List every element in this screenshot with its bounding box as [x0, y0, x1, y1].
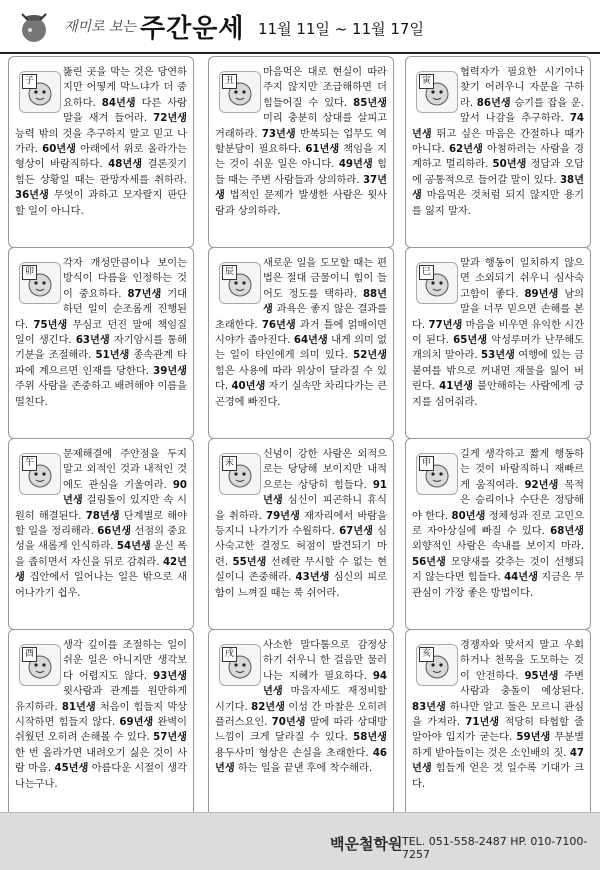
birth-year: 77년생	[428, 319, 463, 331]
fortune-text	[412, 256, 584, 410]
fortune-sentence: 능력 밖의 것을 추구하지 말고 믿고 나가라.	[15, 128, 187, 156]
zodiac-badge: 巳	[419, 265, 434, 280]
birth-year: 46년생	[215, 747, 387, 775]
birth-year: 62년생	[448, 144, 483, 156]
fortune-sentence: 남의 말을 너무 믿으면 손해를 본다.	[412, 288, 584, 331]
fortune-sentence: 무심코 던진 말에 책임질 일이 생긴다.	[15, 319, 187, 347]
fortune-sentence: 운신 폭을 좁히면서 자신을 뒤로 감춰라.	[15, 541, 187, 568]
birth-year: 59년생	[516, 732, 551, 744]
birth-year: 47년생	[412, 747, 584, 775]
birth-year: 37년생	[215, 174, 387, 202]
birth-year: 87년생	[127, 288, 162, 300]
fortune-sentence: 목적은 승리이나 수단은 정당해야 한다.	[412, 479, 584, 522]
zodiac-badge: 午	[22, 456, 37, 471]
fortune-sentence: 정답과 오답에 공통적으로 들어갈 말이 있다.	[412, 159, 584, 186]
fortune-sentence: 힘은 사용에 따라 위상이 달라질 수 있다.	[215, 365, 387, 393]
fortune-sentence: 뚫린 곳을 막는 것은 당연하지만 어떻게 막느냐가 더 중요하다.	[63, 67, 187, 109]
birth-year: 70년생	[271, 717, 306, 729]
fortune-text	[15, 256, 187, 410]
fortune-text	[15, 447, 187, 601]
birth-year: 55년생	[232, 556, 267, 568]
fortune-sentence: 자기 실속만 차리다가는 큰 곤경에 빠진다.	[215, 381, 387, 408]
page-title: 주간운세	[140, 14, 245, 44]
fortune-cell	[8, 438, 194, 630]
institute-name: 백운철학원	[330, 835, 403, 853]
birth-year: 58년생	[353, 732, 387, 744]
birth-year: 64년생	[293, 335, 328, 347]
fortune-sentence: 불안해하는 사람에게 긍지를 심어줘라.	[412, 381, 584, 408]
birth-year: 78년생	[85, 510, 120, 522]
fortune-text	[215, 256, 387, 410]
page-header	[0, 0, 600, 54]
fortune-sentence: 하나만 알고 둘은 모르니 관심을 가져라.	[412, 701, 584, 729]
fortune-sentence: 완벽이 쉬웠던 오히려 손해볼 수 있다.	[15, 717, 187, 744]
fortune-sentence: 심신의 피로함이 느껴질 때는 푹 쉬어라.	[215, 572, 387, 599]
fortune-sentence: 다른 사람 말을 새겨 들어라.	[63, 97, 187, 125]
fortune-text	[15, 638, 187, 792]
birth-year: 44년생	[504, 572, 538, 584]
birth-year: 54년생	[116, 541, 151, 553]
birth-year: 51년생	[95, 350, 130, 362]
birth-year: 90년생	[63, 479, 187, 507]
zodiac-badge: 亥	[419, 647, 434, 662]
zodiac-badge: 子	[22, 74, 37, 89]
fortune-sentence: 한 번 올라가면 내려오기 싫은 것이 사람 마음.	[15, 747, 187, 775]
zodiac-badge: 寅	[419, 74, 434, 89]
fortune-cell	[208, 629, 394, 821]
fortune-sentence: 외향적인 사람은 속내를 보이지 마라.	[412, 541, 584, 553]
birth-year: 92년생	[524, 479, 559, 491]
birth-year: 69년생	[119, 717, 154, 729]
fortune-sentence: 선점의 중요성을 새롭게 인식하라.	[15, 526, 188, 553]
fortune-sentence: 결론짓기 힘든 상황일 때는 관망자세를 취하라.	[15, 159, 187, 186]
fortune-cell	[405, 438, 591, 630]
fortune-pouch-icon	[14, 6, 54, 46]
fortune-sentence: 힘들 때는 주변 사람들과 상의하라.	[215, 159, 387, 186]
fortune-sentence: 경쟁자와 맞서지 말고 우회하거나 천목을 도모하는 것이 안전하다.	[460, 640, 584, 682]
fortune-sentence: 힘들게 얻은 것 일수록 기대가 크다.	[412, 763, 584, 790]
fortune-sentence: 반복되는 업무도 역할분담이 필요하다.	[215, 128, 387, 156]
birth-year: 95년생	[524, 670, 559, 682]
fortune-sentence: 집안에서 일어나는 일은 밖으로 새어나가기 쉽우.	[15, 572, 187, 599]
birth-year: 65년생	[453, 335, 488, 347]
birth-year: 84년생	[101, 97, 136, 109]
birth-year: 38년생	[412, 174, 584, 202]
birth-year: 36년생	[15, 190, 49, 202]
header-subtitle: 재미로 보는	[64, 19, 137, 35]
page-footer	[0, 812, 600, 870]
fortune-sentence: 각자 개성만큼이나 보이는 방식이 다름을 인정하는 것이 중요하다.	[63, 258, 187, 300]
fortune-sentence: 마음먹은 것처럼 되지 않지만 용기를 잃지 말자.	[412, 190, 584, 217]
birth-year: 61년생	[305, 144, 340, 156]
birth-year: 74년생	[412, 113, 584, 140]
fortune-sentence: 정체성과 진로 고민으로 자아상실에 빠질 수 있다.	[412, 510, 584, 538]
fortune-sentence: 뛰고 싶은 마음은 간절하나 때가 아니다.	[412, 128, 584, 156]
fortune-sentence: 하는 일을 끝낸 후에 착수해라.	[234, 763, 373, 775]
fortune-sentence: 기대하던 일이 순조롭게 진행된다.	[15, 288, 187, 331]
fortune-text	[215, 638, 387, 777]
fortune-sentence: 종속관계 타파에 계으르면 인재를 당한다.	[15, 350, 187, 377]
fortune-cell	[405, 247, 591, 439]
fortune-sentence: 법적인 문제가 발생한 사람은 윗사람과 상의하라.	[215, 190, 387, 217]
zodiac-badge: 辰	[222, 265, 237, 280]
birth-year: 82년생	[251, 701, 285, 713]
zodiac-badge: 戌	[222, 647, 237, 662]
birth-year: 71년생	[465, 717, 500, 729]
birth-year: 79년생	[266, 510, 300, 522]
fortune-sentence: 문제해결에 주안점을 두지 말고 외적인 것과 내적인 것에도 관심을 기울여라.	[63, 449, 187, 491]
fortune-text	[412, 447, 584, 601]
fortune-sentence: 새로운 일을 도모할 때는 편법은 절대 금물이니 힘이 들어도 정도를 택하라.	[263, 258, 387, 300]
fortune-sentence: 용두사미 형상은 손실을 초래한다.	[215, 747, 373, 759]
birth-year: 60년생	[42, 144, 76, 156]
fortune-sentence: 주변 사람과 충돌이 예상된다.	[460, 670, 584, 698]
birth-year: 56년생	[412, 556, 446, 568]
fortune-sentence: 단계별로 해야 할 일을 정리해라.	[15, 510, 187, 538]
fortune-cell	[8, 247, 194, 439]
zodiac-badge: 卯	[22, 265, 37, 280]
fortune-sentence: 마음먹은 대로 현실이 따라주지 않지만 조급해하면 더 힘들어질 수 있다.	[263, 67, 387, 109]
fortune-sentence: 재자리에서 바람을 등지니 나가기가 수월하다.	[215, 510, 387, 538]
fortune-sentence: 아래에서 위로 올라가는 형상이 바람직하다.	[15, 144, 187, 171]
birth-year: 40년생	[231, 381, 266, 393]
birth-year: 85년생	[353, 97, 387, 109]
fortune-sentence: 승기를 잡을 운. 앞서 나감을 추구하라.	[460, 97, 584, 125]
fortune-sentence: 무엇이 과하고 모자랄지 판단할 일이 아니다.	[15, 190, 187, 217]
fortune-cell	[8, 629, 194, 821]
birth-year: 66년생	[97, 526, 132, 538]
birth-year: 39년생	[153, 365, 187, 377]
fortune-sentence: 지금은 무관심이 가장 좋은 방법이다.	[412, 572, 585, 599]
fortune-sentence: 처음이 힘들지 막상 시작하면 힘들지 않다.	[15, 701, 187, 729]
fortune-sentence: 이성 간 마찰은 오히려 플러스요인.	[215, 701, 387, 729]
fortune-sentence: 과욕은 좋지 않은 결과를 초래한다.	[215, 304, 387, 331]
fortune-sentence: 아름다운 시절이 생각나는구나.	[15, 763, 187, 790]
fortune-sentence: 걸림돌이 있지만 속 시원히 해결된다.	[15, 495, 187, 522]
fortune-sentence: 미리 충분히 상대를 살피고 거래하라.	[215, 113, 387, 140]
birth-year: 94년생	[263, 670, 387, 698]
fortune-sentence: 길게 생각하고 짧게 행동하는 것이 바람직하니 재빠르게 움직여라.	[460, 449, 584, 491]
fortune-sentence: 생각 깊이를 조절하는 일이 쉬운 일은 아니지만 생각보다 어렵지도 않다.	[63, 640, 187, 682]
fortune-cell	[405, 629, 591, 821]
fortune-sentence: 내게 의미 없는 일이 타인에게 의미 있다.	[215, 335, 388, 362]
fortune-sentence: 말과 행동이 일치하지 않으면 소외되기 쉬우니 심사숙고함이 좋다.	[460, 258, 584, 300]
fortune-text	[15, 65, 187, 219]
birth-year: 86년생	[476, 97, 511, 109]
birth-year: 80년생	[451, 510, 486, 522]
fortune-sentence: 적당히 타협할 줄 알아야 입지가 굳는다.	[412, 717, 584, 744]
fortune-sentence: 심사숙고한 결정도 허점이 발견되기 마련.	[215, 526, 387, 568]
fortune-sentence: 마음을 비우면 유익한 시간이 된다.	[412, 319, 584, 347]
birth-year: 73년생	[261, 128, 296, 140]
fortune-cell	[208, 438, 394, 630]
fortune-sentence: 악성루머가 난무해도 개의치 말아라.	[412, 335, 584, 362]
birth-year: 57년생	[153, 732, 187, 744]
birth-year: 50년생	[492, 159, 527, 171]
birth-year: 75년생	[33, 319, 68, 331]
fortune-cell	[208, 247, 394, 439]
fortune-sentence: 자기암시를 통해 기분을 조절해라.	[15, 335, 187, 362]
zodiac-badge: 未	[222, 456, 237, 471]
fortune-text	[412, 65, 584, 219]
fortune-cell	[405, 56, 591, 248]
fortune-sentence: 무분별하게 받아들이는 것은 소인배의 짓.	[412, 732, 584, 759]
fortune-sentence: 사소한 말다툼으로 감정상하기 쉬우니 한 걸음만 물러나는 지혜가 필요하다.	[263, 640, 387, 682]
fortune-text	[215, 447, 387, 601]
fortune-sentence: 모양새를 갖추는 것이 선행되지 않는다면 힘들다.	[412, 556, 584, 584]
birth-year: 83년생	[412, 701, 446, 713]
birth-year: 43년생	[295, 572, 330, 584]
fortune-sentence: 마음자세도 재정비할 시기다.	[215, 686, 387, 713]
birth-year: 67년생	[339, 526, 373, 538]
fortune-sentence: 윗사람과 관계를 원만하게 유지하라.	[15, 686, 187, 713]
fortune-sentence: 주위 사람을 존중하고 배려해야 이름을 떨친다.	[15, 381, 187, 408]
fortune-sentence: 협력자가 필요한 시기이나 찾기 어려우니 자문을 구하라.	[460, 67, 584, 109]
fortune-sentence: 아첨하려는 사람을 경계하고 멀리하라.	[412, 144, 584, 171]
fortune-sentence: 말에 따라 상대방 느낌이 크게 달라질 수 있다.	[215, 717, 388, 744]
birth-year: 81년생	[61, 701, 96, 713]
birth-year: 45년생	[54, 763, 89, 775]
fortune-cell	[208, 56, 394, 248]
birth-year: 53년생	[481, 350, 515, 362]
birth-year: 49년생	[338, 159, 373, 171]
birth-year: 48년생	[108, 159, 143, 171]
fortune-sentence: 신념이 강한 사람은 외적으로는 당당해 보이지만 내적으로는 상당히 힘들다.	[263, 449, 387, 491]
zodiac-badge: 丑	[222, 74, 237, 89]
fortune-sentence: 책임을 지는 것이 쉬운 일은 아니다.	[215, 144, 387, 171]
fortune-sentence: 과거 틀에 얽매이면 시야가 좁아진다.	[215, 319, 387, 347]
birth-year: 88년생	[263, 288, 387, 316]
birth-year: 76년생	[261, 319, 296, 331]
birth-year: 68년생	[550, 526, 584, 538]
birth-year: 41년생	[439, 381, 473, 393]
fortune-text	[215, 65, 387, 219]
fortune-sentence: 여행에 있는 금붙여를 밖으로 꺼내면 재물을 잃어 버린다.	[412, 350, 585, 393]
zodiac-badge: 酉	[22, 647, 37, 662]
zodiac-badge: 申	[419, 456, 434, 471]
birth-year: 63년생	[75, 335, 110, 347]
fortune-cell	[8, 56, 194, 248]
fortune-sentence: 선례란 무시할 수 없는 현실이니 존중해라.	[215, 556, 387, 584]
fortune-sentence: 심신이 피곤하니 휴식을 취하라.	[215, 495, 387, 522]
birth-year: 42년생	[15, 556, 187, 584]
birth-year: 52년생	[353, 350, 387, 362]
birth-year: 89년생	[524, 288, 559, 300]
contact-info: TEL. 051-558-2487 HP. 010-7100-7257	[402, 835, 588, 861]
birth-year: 93년생	[153, 670, 187, 682]
date-range: 11월 11일 ~ 11월 17일	[258, 20, 424, 38]
birth-year: 91년생	[263, 479, 387, 507]
fortune-text	[412, 638, 584, 792]
birth-year: 72년생	[153, 113, 187, 125]
